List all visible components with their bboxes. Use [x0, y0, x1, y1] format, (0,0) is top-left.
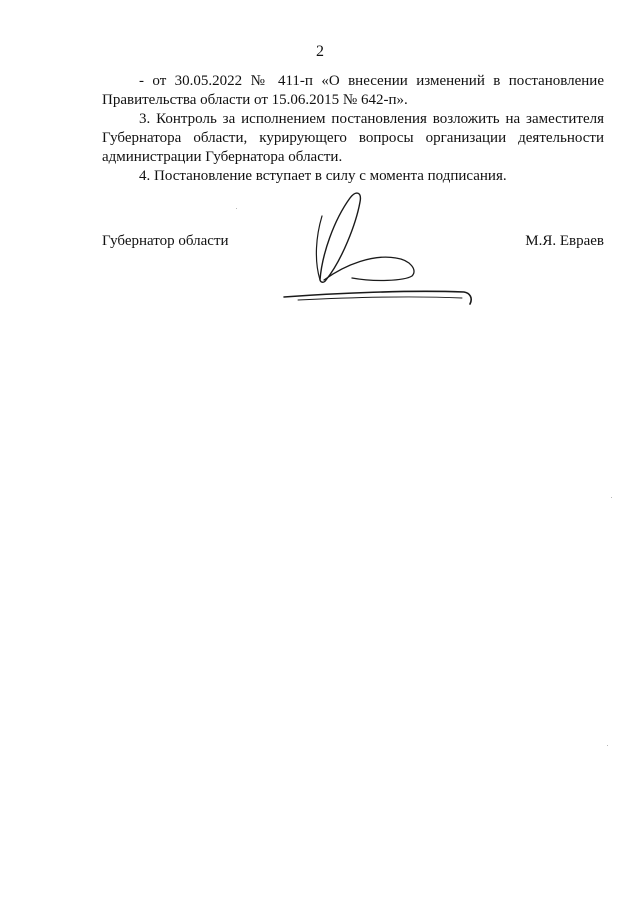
- page-number: 2: [316, 43, 324, 60]
- scan-speck: [236, 208, 237, 209]
- paragraph-control: 3. Контроль за исполнением постановления возложить на заместителя Губернатора области, курирующего вопросы организации деятельности администрации Губернатора области.: [102, 111, 604, 165]
- signatory-position: Губернатор области: [102, 233, 229, 249]
- signatory-name: М.Я. Евраев: [525, 233, 604, 249]
- scan-speck: [607, 745, 608, 746]
- document-body: [102, 72, 604, 186]
- paragraph-effective: 4. Постановление вступает в силу с момента подписания.: [139, 168, 507, 184]
- paragraph-amendment: - от 30.05.2022 № 411-п «О внесении изменений в постановление Правительства области от 15.06.2015 № 642-п».: [102, 73, 604, 108]
- handwritten-signature: [278, 180, 478, 310]
- scan-speck: [611, 497, 612, 498]
